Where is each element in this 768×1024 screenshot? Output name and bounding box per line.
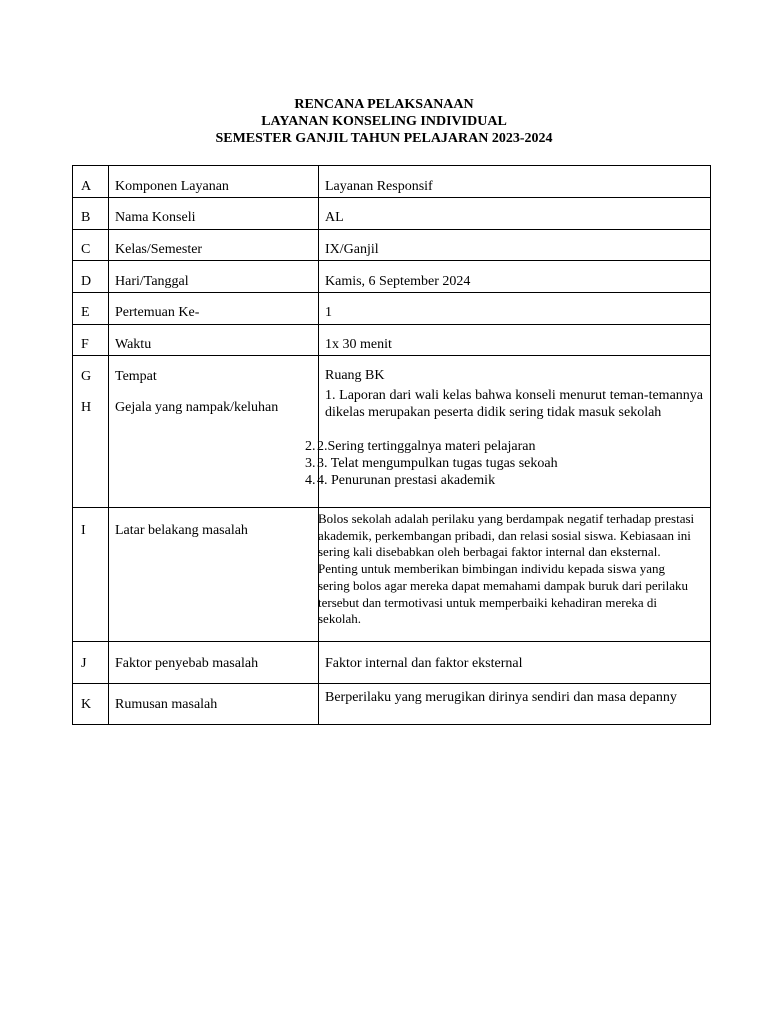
background-paragraph: Bolos sekolah adalah perilaku yang berdampak negatif terhadap prestasi akademik, perkembangan pribadi, dan relasi sosial siswa. Kebiasaan ini sering kali disebabkan oleh berbagai faktor internal dan eksternal. Penting untuk memberikan bimbingan individu kepada siswa yang sering bolos agar mereka dapat memahami dampak buruk dari perilaku tersebut dan termotivasi untuk memperbaiki kehadiran mereka di sekolah. — [318, 511, 695, 627]
symptom-item-1: 1. Laporan dari wali kelas bahwa konseli menurut teman-temannya dikelas merupakan peserta didik sering tidak masuk sekolah — [325, 388, 703, 420]
table-row-k — [73, 684, 710, 724]
document-title-line-1: RENCANA PELAKSANAAN — [294, 97, 474, 112]
row-letter: I — [81, 523, 86, 538]
row-label: Waktu — [115, 337, 152, 352]
document-title-line-2: LAYANAN KONSELING INDIVIDUAL — [261, 114, 507, 129]
row-label: Latar belakang masalah — [115, 523, 248, 538]
row-label: Pertemuan Ke- — [115, 305, 200, 320]
row-label: Rumusan masalah — [115, 697, 218, 712]
symptom-item-number: 2. — [305, 439, 316, 454]
row-letter: F — [81, 337, 89, 352]
symptom-item-text: 2.Sering tertinggalnya materi pelajaran — [317, 439, 536, 454]
symptom-item-text: 4. Penurunan prestasi akademik — [317, 473, 496, 488]
plan-table — [72, 165, 711, 725]
row-label: Faktor penyebab masalah — [115, 656, 259, 671]
row-value: 1x 30 menit — [325, 337, 392, 352]
row-label: Gejala yang nampak/keluhan — [115, 400, 279, 415]
row-value: Berperilaku yang merugikan dirinya sendiri dan masa depanny — [325, 690, 677, 705]
row-value: Layanan Responsif — [325, 179, 433, 194]
row-letter: A — [81, 179, 92, 194]
table-row-h — [73, 387, 710, 508]
row-label: Tempat — [115, 369, 157, 384]
table-row-e — [73, 293, 710, 325]
row-letter: J — [81, 656, 87, 671]
symptom-item-text: 3. Telat mengumpulkan tugas tugas sekoah — [317, 456, 558, 471]
table-row-a — [73, 166, 710, 198]
table-row-j — [73, 642, 710, 684]
row-label: Nama Konseli — [115, 210, 196, 225]
row-letter: K — [81, 697, 92, 712]
symptom-item-number: 3. — [305, 456, 316, 471]
row-letter: E — [81, 305, 90, 320]
row-letter: D — [81, 274, 92, 289]
row-value: Faktor internal dan faktor eksternal — [325, 656, 523, 671]
table-row-f — [73, 325, 710, 356]
row-label: Komponen Layanan — [115, 179, 229, 194]
row-value: Ruang BK — [325, 368, 385, 383]
row-value: Kamis, 6 September 2024 — [325, 274, 471, 289]
table-row-b — [73, 198, 710, 230]
row-letter: H — [81, 400, 92, 415]
row-value: 1 — [325, 305, 332, 320]
table-row-i — [73, 508, 710, 642]
row-letter: B — [81, 210, 91, 225]
row-letter: G — [81, 369, 92, 384]
row-letter: C — [81, 242, 91, 257]
row-label: Kelas/Semester — [115, 242, 203, 257]
row-value: AL — [325, 210, 344, 225]
table-row-c — [73, 230, 710, 261]
table-row-g — [73, 356, 710, 387]
table-row-d — [73, 261, 710, 293]
row-label: Hari/Tanggal — [115, 274, 189, 289]
row-value: IX/Ganjil — [325, 242, 379, 257]
document-title-line-3: SEMESTER GANJIL TAHUN PELAJARAN 2023-2024 — [215, 131, 553, 146]
symptom-item-number: 4. — [305, 473, 316, 488]
